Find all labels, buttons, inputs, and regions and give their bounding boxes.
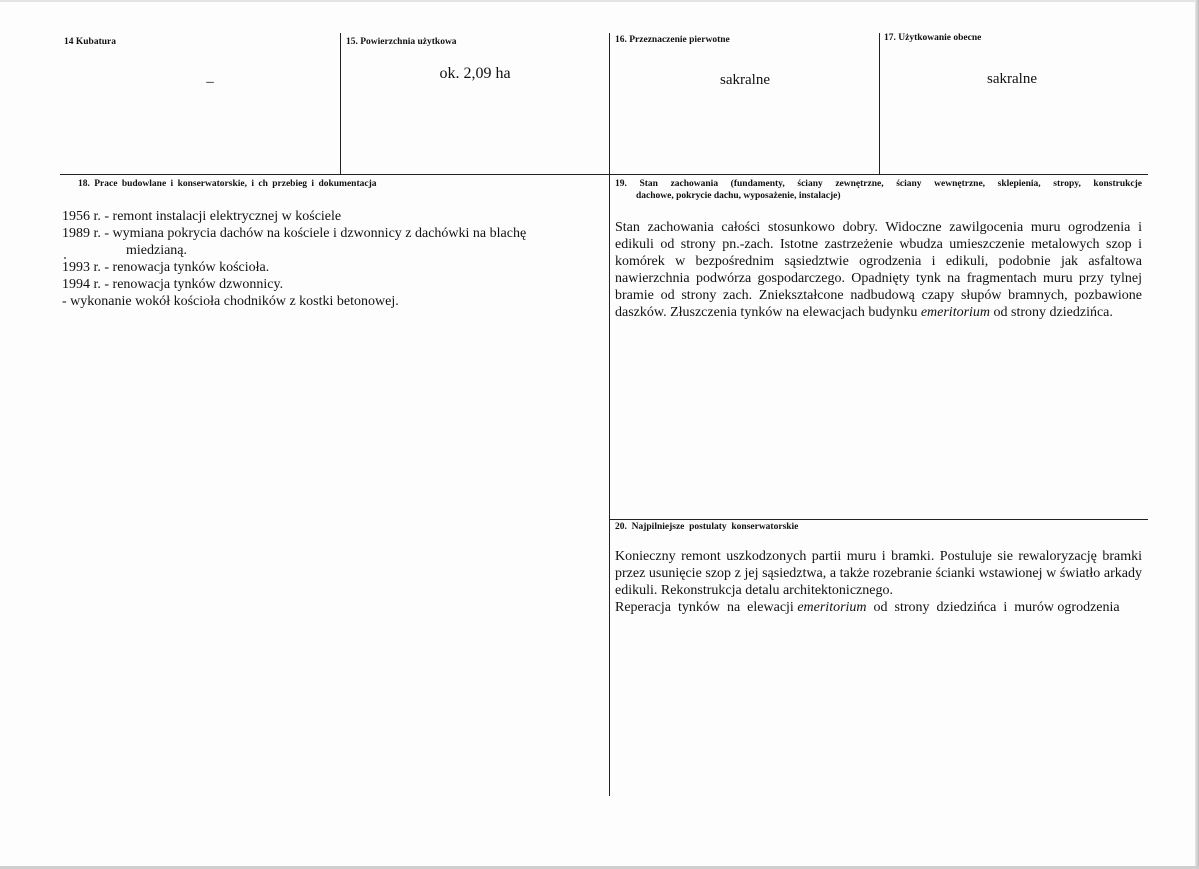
section-20-text	[615, 548, 1142, 616]
section-20-paragraph-1: Konieczny remont uszkodzonych partii muru i bramki. Postuluje sie rewaloryzację bramki przez usunięcie szop z jej sąsiedztwa, a także rozebranie ścianki wstawionej w światło arkady edikuli. Rekonstrukcja detalu architektonicznego.	[615, 549, 1142, 598]
scan-edge-right	[1195, 0, 1199, 869]
section-19-20-divider	[609, 519, 1148, 520]
section-20-paragraph-2-end: od strony dziedzińca i murów ogrodzenia	[866, 600, 1120, 615]
entry-1956: 1956 r. - remont instalacji elektrycznej w kościele	[62, 209, 342, 224]
field-14-label: 14 Kubatura	[64, 37, 116, 47]
section-19-label-line-1: 19. Stan zachowania (fundamenty, ściany zewnętrzne, ściany wewnętrzne, sklepienia, stropy, konstrukcje	[615, 179, 1142, 189]
field-15-label: 15. Powierzchnia użytkowa	[346, 37, 457, 47]
section-19-label-line-2: dachowe, pokrycie dachu, wyposażenie, instalacje)	[636, 191, 841, 201]
section-20-paragraph-2-start: Reperacja tynków na elewacji	[615, 600, 798, 615]
field-16-label: 16. Przeznaczenie pierwotne	[615, 35, 730, 45]
section-19-text-main: Stan zachowania całości stosunkowo dobry. Widoczne zawilgocenia muru ogrodzenia i edikuli od strony pn.-zach. Istotne zastrzeżenie wbudza umieszczenie metalowych szop i komórek w bezpośrednim sąsiedztwie ogrodzenia i edikuli, podobnie jak asfaltowa nawierzchnia podwórza gospodarczego. Opadnięty tynk na fragmentach muru przy tylnej bramie od strony zach. Zniekształcone nadbudową czapy słupów bramnych, pozbawione daszków. Złuszczenia tynków na elewacjach budynku	[615, 220, 1142, 320]
divider-15-16	[609, 33, 610, 175]
section-18-label: 18. Prace budowlane i konserwatorskie, i ch przebieg i dokumentacja	[78, 179, 377, 189]
entry-1994: 1994 r. - renowacja tynków dzwonnicy.	[62, 277, 284, 292]
section-20-paragraph-2	[615, 599, 1142, 616]
section-20-label: 20. Najpilniejsze postulaty konserwatorskie	[615, 522, 799, 532]
section-19-text-end: od strony dziedzińca.	[990, 305, 1113, 320]
section-19-text	[615, 219, 1142, 321]
section-19-label	[615, 178, 1142, 202]
section-19-text-italic: emeritorium	[920, 305, 991, 320]
entry-1989-continued: miedzianą.	[126, 243, 188, 258]
field-14-value: –	[206, 74, 214, 90]
center-divider	[609, 174, 610, 796]
entry-1993: 1993 r. - renowacja tynków kościoła.	[62, 260, 270, 275]
section-18-entries	[62, 208, 602, 310]
field-17-label: 17. Użytkowanie obecne	[884, 33, 982, 43]
section-20-paragraph-2-italic: emeritorium	[797, 600, 867, 615]
scan-speck	[64, 257, 66, 259]
entry-1989: 1989 r. - wymiana pokrycia dachów na kościele i dzwonnicy z dachówki na blachę	[62, 226, 527, 241]
scan-edge-top	[0, 0, 1199, 2]
top-row-bottom-line	[60, 174, 1148, 175]
divider-14-15	[340, 33, 341, 175]
entry-sidewalks: - wykonanie wokół kościoła chodników z kostki betonowej.	[62, 294, 399, 309]
field-17-value: sakralne	[987, 71, 1037, 87]
field-15-value: ok. 2,09 ha	[439, 65, 511, 82]
field-16-value: sakralne	[720, 72, 770, 88]
divider-16-17	[879, 33, 880, 175]
